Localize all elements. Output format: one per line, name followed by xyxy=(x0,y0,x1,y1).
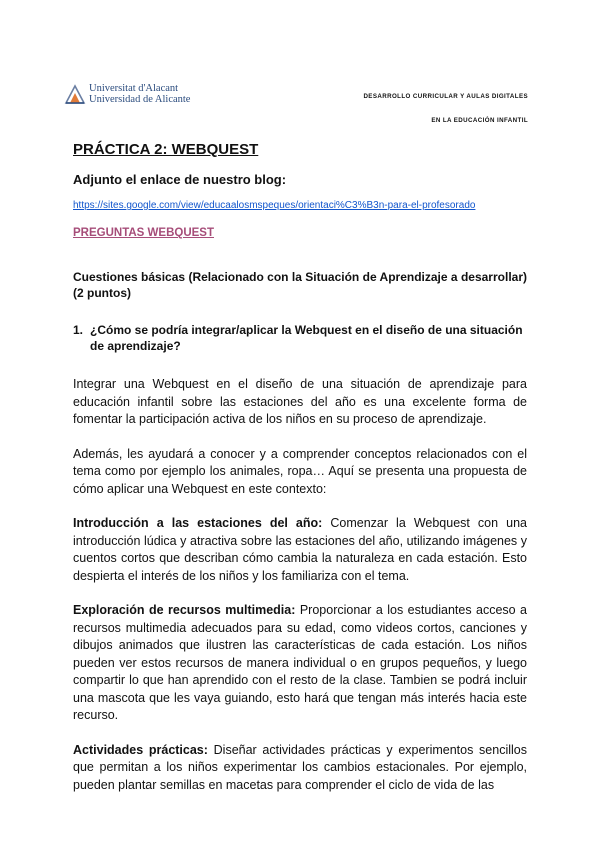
course-name: DESARROLLO CURRICULAR Y AULAS DIGITALES xyxy=(363,93,528,100)
blog-link[interactable]: https://sites.google.com/view/educaalosmspeques/orientaci%C3%B3n-para-el-profesorado xyxy=(73,200,476,211)
logo-line-spanish: Universidad de Alicante xyxy=(89,94,191,105)
university-logo xyxy=(64,83,190,105)
item-activities-lead: Actividades prácticas: xyxy=(73,742,208,757)
page-title: PRÁCTICA 2: WEBQUEST xyxy=(73,141,259,158)
paragraph-proposal: Además, les ayudará a conocer y a comprender conceptos relacionados con el tema como por ejemplo los animales, ropa… Aquí se presenta una propuesta de cómo aplicar una Webquest en este contexto: xyxy=(73,446,527,496)
item-multimedia-text: Proporcionar a los estudiantes acceso a recursos multimedia adecuados para su edad, como videos cortos, canciones y dibujos animados que ilustren las características de cada estación. Los niños pueden ver estos recursos de manera individual o en grupos pequeños, y luego compartir lo que han aprendido con el resto de la clase. Tambien se podrá incluir una mascota que les vaya guiando, esto hará que tengan más interés hacia este recurso. xyxy=(73,603,528,722)
question-number: 1. xyxy=(73,323,84,337)
university-emblem-icon xyxy=(64,83,86,105)
paragraph-intro: Integrar una Webquest en el diseño de una situación de aprendizaje para educación infantil sobre las estaciones del año es una excelente forma de fomentar la participación activa de los niños en su proceso de aprendizaje. xyxy=(73,377,527,426)
page-header xyxy=(64,83,528,127)
item-multimedia-lead: Exploración de recursos multimedia: xyxy=(73,603,296,617)
item-introduction-text: Comenzar la Webquest con una introducción lúdica y atractiva sobre las estaciones del año, utilizando imágenes y cuentos cortos que describan cómo cambia la naturaleza en cada estación. Esto despierta el interés de los niños y los familiariza con el tema. xyxy=(73,516,527,583)
item-activities xyxy=(73,742,527,795)
item-introduction xyxy=(73,515,527,585)
question-1 xyxy=(73,322,527,354)
document-body xyxy=(73,141,527,794)
question-text: ¿Cómo se podría integrar/aplicar la Webquest en el diseño de una situación de aprendizaje? xyxy=(90,323,523,353)
blog-intro: Adjunto el enlace de nuestro blog: xyxy=(73,172,287,187)
item-multimedia xyxy=(73,602,527,725)
logo-line-valencian: Universitat d'Alacant xyxy=(89,83,179,94)
course-subtitle: EN LA EDUCACIÓN INFANTIL xyxy=(431,117,528,124)
section-heading: PREGUNTAS WEBQUEST xyxy=(73,227,214,239)
basic-questions-heading: Cuestiones básicas (Relacionado con la Situación de Aprendizaje a desarrollar) (2 puntos) xyxy=(73,270,527,300)
item-activities-text: Diseñar actividades prácticas y experimentos sencillos que permitan a los niños experimentar los cambios estacionales. Por ejemplo, pueden plantar semillas en macetas para comprender el ciclo de vida de las xyxy=(73,742,527,792)
item-introduction-lead: Introducción a las estaciones del año: xyxy=(73,516,323,530)
